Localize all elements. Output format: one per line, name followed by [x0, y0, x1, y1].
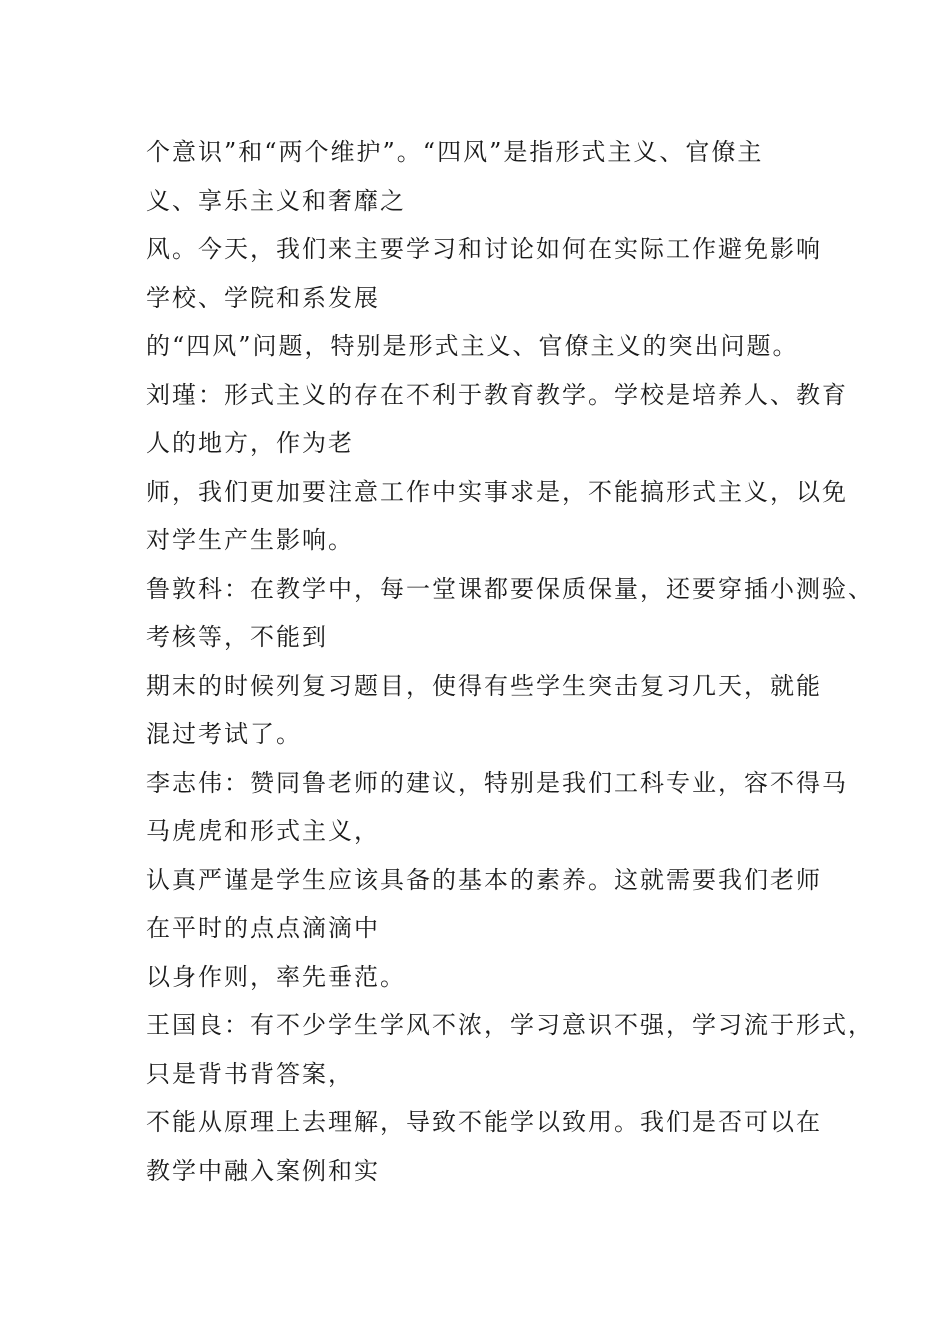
text-line: 认真严谨是学生应该具备的基本的素养。这就需要我们老师: [146, 865, 822, 894]
text-line: 义、享乐主义和奢靡之: [146, 186, 406, 215]
text-line: 李志伟：赞同鲁老师的建议，特别是我们工科专业，容不得马: [146, 768, 848, 797]
text-line: 考核等，不能到: [146, 623, 328, 651]
text-line: 不能从原理上去理解，导致不能学以致用。我们是否可以在: [146, 1108, 822, 1136]
text-line: 个意识”和“两个维护”。“四风”是指形式主义、官僚主: [146, 138, 764, 166]
text-line: 师，我们更加要注意工作中实事求是，不能搞形式主义，以免: [146, 477, 848, 506]
text-line: 鲁敦科：在教学中，每一堂课都要保质保量，还要穿插小测验、: [146, 574, 874, 603]
document-body: [146, 128, 874, 1195]
text-line: 王国良：有不少学生学风不浓，学习意识不强，学习流于形式，: [146, 1011, 874, 1039]
text-line: 对学生产生影响。: [146, 526, 354, 554]
text-line: 在平时的点点滴滴中: [146, 914, 380, 942]
text-line: 刘瑾：形式主义的存在不利于教育教学。学校是培养人、教育: [146, 380, 848, 409]
text-line: 风。今天，我们来主要学习和讨论如何在实际工作避免影响: [146, 235, 822, 263]
text-line: 混过考试了。: [146, 720, 302, 748]
text-line: 以身作则，率先垂范。: [146, 962, 406, 991]
text-line: 期末的时候列复习题目，使得有些学生突击复习几天，就能: [146, 671, 822, 700]
text-line: 教学中融入案例和实: [146, 1156, 380, 1185]
text-line: 学校、学院和系发展: [146, 283, 380, 312]
text-line: 人的地方，作为老: [146, 429, 354, 457]
text-line: 只是背书背答案，: [146, 1059, 354, 1088]
text-line: 马虎虎和形式主义，: [146, 817, 380, 845]
text-line: 的“四风”问题，特别是形式主义、官僚主义的突出问题。: [146, 332, 799, 360]
